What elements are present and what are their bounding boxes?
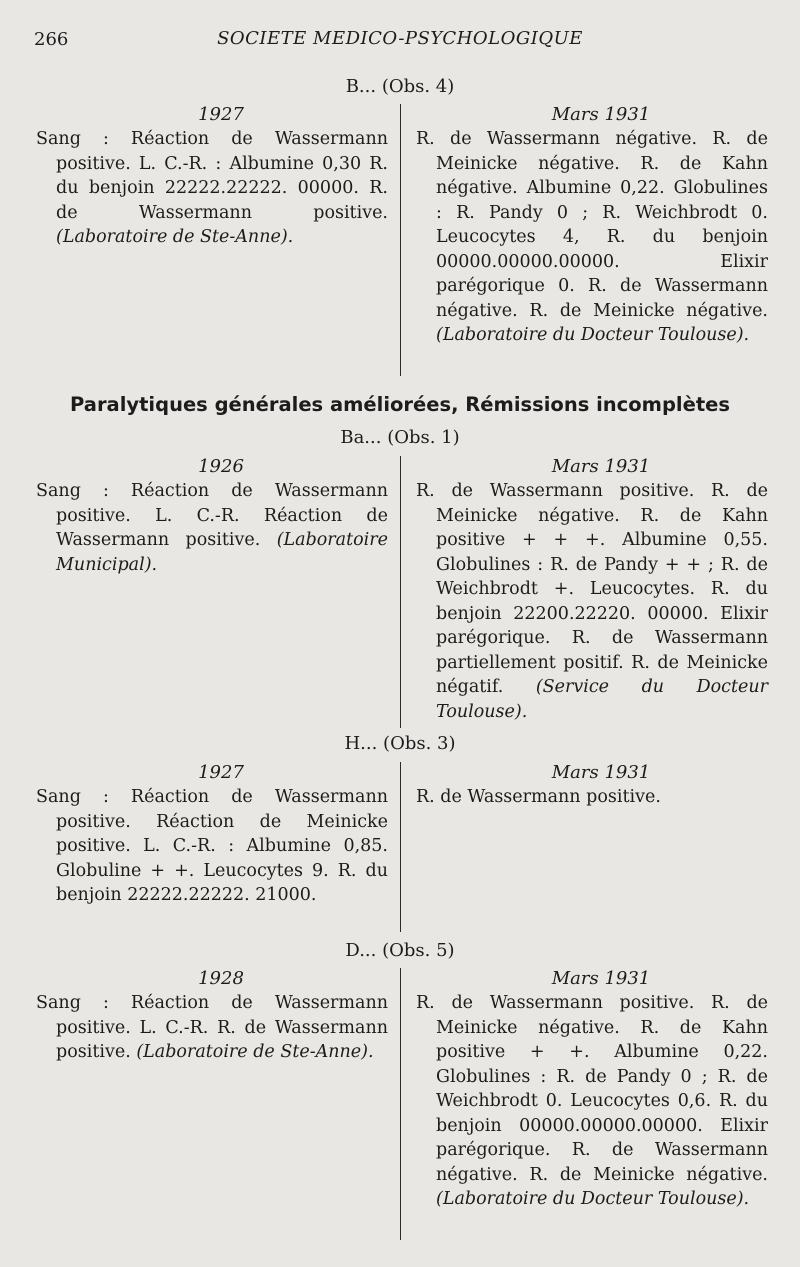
date-heading: Mars 1931 [551, 456, 651, 477]
observation-body: R. de Wassermann positive. [416, 787, 661, 807]
observation-text [34, 479, 388, 577]
observation-text [34, 785, 388, 908]
laboratory-source: (Laboratoire du Docteur Toulouse). [436, 325, 750, 345]
laboratory-source: (Laboratoire de Ste-Anne). [56, 227, 294, 247]
date-heading: Mars 1931 [551, 762, 651, 783]
observation-body: R. de Wassermann négative. R. de Meinicke négative. R. de Kahn négative. Albumine 0,22. Globulines : R. Pandy 0 ; R. Weichbrodt 0. Leucocytes 4, R. du benjoin 00000.00000.00000. Elixir parégorique 0. R. de Wassermann négative. R. de Meinicke négative. [416, 129, 768, 321]
observation-body: Sang : Réaction de Wassermann positive. L. C.-R. R. de Wassermann positive. [36, 993, 388, 1062]
left-column [34, 454, 388, 577]
obs-title: H... (Obs. 3) [344, 733, 456, 754]
observation-text [414, 785, 768, 810]
section-heading: Paralytiques générales améliorées, Rémissions incomplètes [70, 393, 730, 416]
page-header [0, 26, 800, 56]
laboratory-source: (Laboratoire de Ste-Anne). [136, 1042, 374, 1062]
laboratory-source: (Laboratoire du Docteur Toulouse). [436, 1189, 750, 1209]
obs-title: B... (Obs. 4) [345, 76, 455, 97]
observation-text [34, 991, 388, 1065]
observation-text [414, 991, 768, 1212]
column-divider [400, 456, 401, 728]
observation-body: R. de Wassermann positive. R. de Meinicke négative. R. de Kahn positive + + +. Albumine 0,55. Globulines : R. de Pandy + + ; R. de Weichbrodt +. Leucocytes. R. du benjoin 22200.22220. 00000. Elixir parégorique. R. de Wassermann partiellement positif. R. de Meinicke négatif. [416, 481, 768, 697]
right-column [414, 966, 768, 1212]
observation-body: Sang : Réaction de Wassermann positive. Réaction de Meinicke positive. L. C.-R. : Albumine 0,85. Globuline + +. Leucocytes 9. R. du benjoin 22222.22222. 21000. [36, 787, 388, 905]
running-title: SOCIETE MEDICO-PSYCHOLOGIQUE [217, 28, 583, 49]
left-column [34, 760, 388, 908]
page-number: 266 [34, 29, 69, 50]
column-divider [400, 968, 401, 1240]
left-column [34, 102, 388, 250]
observation-text [414, 479, 768, 724]
date-heading: 1926 [198, 456, 244, 477]
date-heading: 1927 [198, 762, 244, 783]
date-heading: Mars 1931 [551, 968, 651, 989]
obs-title: D... (Obs. 5) [345, 940, 455, 961]
date-heading: Mars 1931 [551, 104, 651, 125]
observation-body: Sang : Réaction de Wassermann positive. L. C.-R. : Albumine 0,30 R. du benjoin 22222.22222. 00000. R. de Wassermann positive. [36, 129, 388, 223]
laboratory-source: (Laboratoire Municipal). [56, 530, 388, 575]
right-column [414, 760, 768, 810]
date-heading: 1927 [198, 104, 244, 125]
date-heading: 1928 [198, 968, 244, 989]
observation-body: Sang : Réaction de Wassermann positive. L. C.-R. Réaction de Wassermann positive. [36, 481, 388, 550]
column-divider [400, 762, 401, 932]
right-column [414, 102, 768, 348]
laboratory-source: (Service du Docteur Toulouse). [436, 677, 768, 722]
observation-text [414, 127, 768, 348]
left-column [34, 966, 388, 1065]
obs-title: Ba... (Obs. 1) [340, 427, 460, 448]
observation-body: R. de Wassermann positive. R. de Meinicke négative. R. de Kahn positive + +. Albumine 0,22. Globulines : R. de Pandy 0 ; R. de Weichbrodt 0. Leucocytes 0,6. R. du benjoin 00000.00000.00000. Elixir parégorique. R. de Wassermann négative. R. de Meinicke négative. [416, 993, 768, 1185]
right-column [414, 454, 768, 724]
column-divider [400, 104, 401, 376]
observation-text [34, 127, 388, 250]
